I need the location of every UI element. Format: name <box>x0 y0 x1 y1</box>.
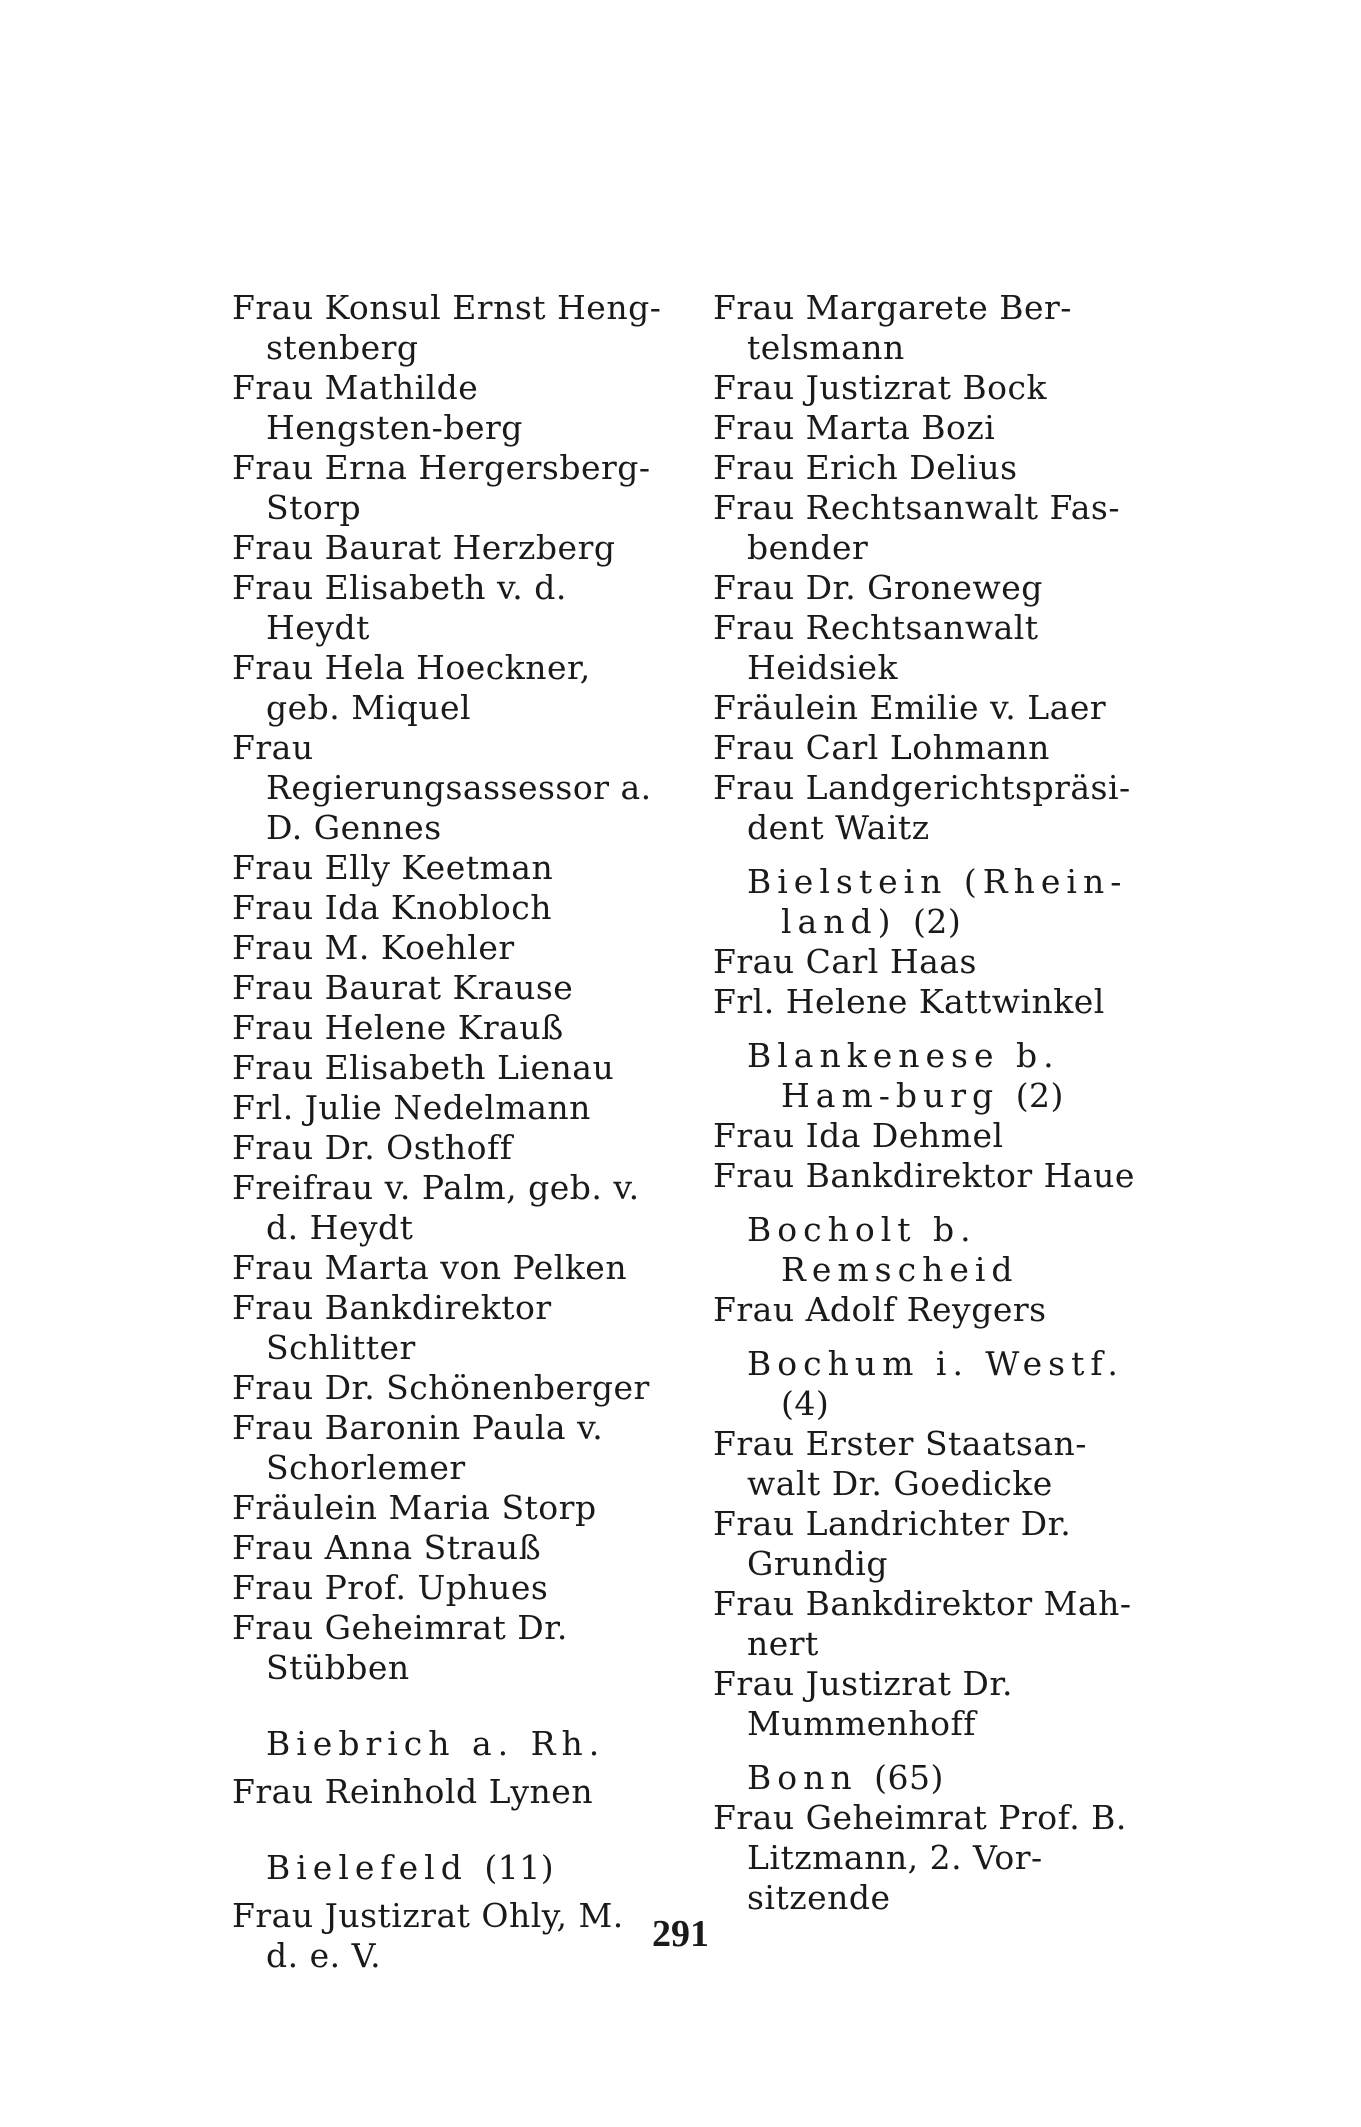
city-heading-bocholt <box>713 1210 1145 1290</box>
list-item: Frau Reinhold Lynen <box>232 1772 594 1811</box>
list-item: Frau Justizrat Bock <box>713 368 1048 407</box>
member-count: (2) <box>1015 1076 1064 1115</box>
left-column <box>232 288 664 1976</box>
city-name: Bochum i. Westf. <box>747 1344 1124 1383</box>
city-heading-blankenese <box>713 1036 1145 1116</box>
list-item: Frl. Julie Nedelmann <box>232 1088 591 1127</box>
list-item: Frau Regierungsassessor a. D. Gennes <box>232 728 652 847</box>
list-item: Frau Geheimrat Dr. Stübben <box>232 1608 568 1687</box>
list-item: Frau Carl Lohmann <box>713 728 1050 767</box>
list-item: Fräulein Emilie v. Laer <box>713 688 1107 727</box>
city-heading-biebrich <box>232 1724 664 1764</box>
city-name: Bonn <box>747 1758 858 1797</box>
member-count: (2) <box>912 902 962 941</box>
list-item: Frau Justizrat Dr. Mummenhoff <box>713 1664 1014 1743</box>
city-heading-bielefeld <box>232 1848 664 1888</box>
list-item: Frau Adolf Reygers <box>713 1290 1047 1329</box>
list-item: Frau Margarete Ber-telsmann <box>713 288 1072 367</box>
list-item: Frau Marta Bozi <box>713 408 996 447</box>
city-name: Biebrich a. Rh. <box>266 1724 606 1763</box>
list-item: Frau Baurat Krause <box>232 968 574 1007</box>
list-item: Frau Carl Haas <box>713 942 977 981</box>
list-item: Frau Mathilde Hengsten-berg <box>232 368 523 447</box>
list-item: Frau Bankdirektor Haue <box>713 1156 1135 1195</box>
list-item: Frau Dr. Groneweg <box>713 568 1043 607</box>
list-item: Frau Ida Dehmel <box>713 1116 1004 1155</box>
list-item: Fräulein Maria Storp <box>232 1488 597 1527</box>
list-item: Freifrau v. Palm, geb. v. d. Heydt <box>232 1168 640 1247</box>
list-item: Frau Elisabeth v. d. Heydt <box>232 568 567 647</box>
page-number: 291 <box>652 1913 709 1955</box>
city-name: Bielstein (Rhein-land) <box>747 862 1128 941</box>
list-item: Frau Elly Keetman <box>232 848 554 887</box>
list-item: Frau Ida Knobloch <box>232 888 552 927</box>
city-heading-bochum <box>713 1344 1145 1424</box>
right-column <box>713 288 1145 1918</box>
list-item: Frl. Helene Kattwinkel <box>713 982 1105 1021</box>
city-name: Bielefeld <box>266 1848 468 1887</box>
city-name: Blankenese b. Ham-burg <box>747 1036 1060 1115</box>
list-item: Frau Justizrat Ohly, M. d. e. V. <box>232 1896 624 1975</box>
member-count: (11) <box>484 1848 555 1887</box>
list-item: Frau Rechtsanwalt Fas-bender <box>713 488 1120 567</box>
list-item: Frau Marta von Pelken <box>232 1248 628 1287</box>
list-item: Frau Erster Staatsan-walt Dr. Goedicke <box>713 1424 1087 1503</box>
list-item: Frau Geheimrat Prof. B. Litzmann, 2. Vor-sitzende <box>713 1798 1127 1917</box>
list-item: Frau Baronin Paula v. Schorlemer <box>232 1408 604 1487</box>
list-item: Frau Rechtsanwalt Heidsiek <box>713 608 1039 687</box>
list-item: Frau Landgerichtspräsi-dent Waitz <box>713 768 1131 847</box>
list-item: Frau M. Koehler <box>232 928 515 967</box>
list-item: Frau Bankdirektor Schlitter <box>232 1288 552 1367</box>
list-item: Frau Dr. Osthoff <box>232 1128 513 1167</box>
list-item: Frau Dr. Schönenberger <box>232 1368 650 1407</box>
list-item: Frau Konsul Ernst Heng-stenberg <box>232 288 662 367</box>
member-count: (65) <box>874 1758 944 1797</box>
member-count: (4) <box>781 1384 830 1423</box>
list-item: Frau Hela Hoeckner, geb. Miquel <box>232 648 591 727</box>
list-item: Frau Prof. Uphues <box>232 1568 549 1607</box>
list-item: Frau Elisabeth Lienau <box>232 1048 615 1087</box>
list-item: Frau Bankdirektor Mah-nert <box>713 1584 1132 1663</box>
list-item: Frau Helene Krauß <box>232 1008 564 1047</box>
city-heading-bonn <box>713 1758 1145 1798</box>
list-item: Frau Anna Strauß <box>232 1528 542 1567</box>
city-heading-bielstein <box>713 862 1145 942</box>
city-name: Bocholt b. Remscheid <box>747 1210 1019 1289</box>
list-item: Frau Erich Delius <box>713 448 1018 487</box>
list-item: Frau Baurat Herzberg <box>232 528 616 567</box>
list-item: Frau Erna Hergersberg-Storp <box>232 448 651 527</box>
list-item: Frau Landrichter Dr. Grundig <box>713 1504 1072 1583</box>
